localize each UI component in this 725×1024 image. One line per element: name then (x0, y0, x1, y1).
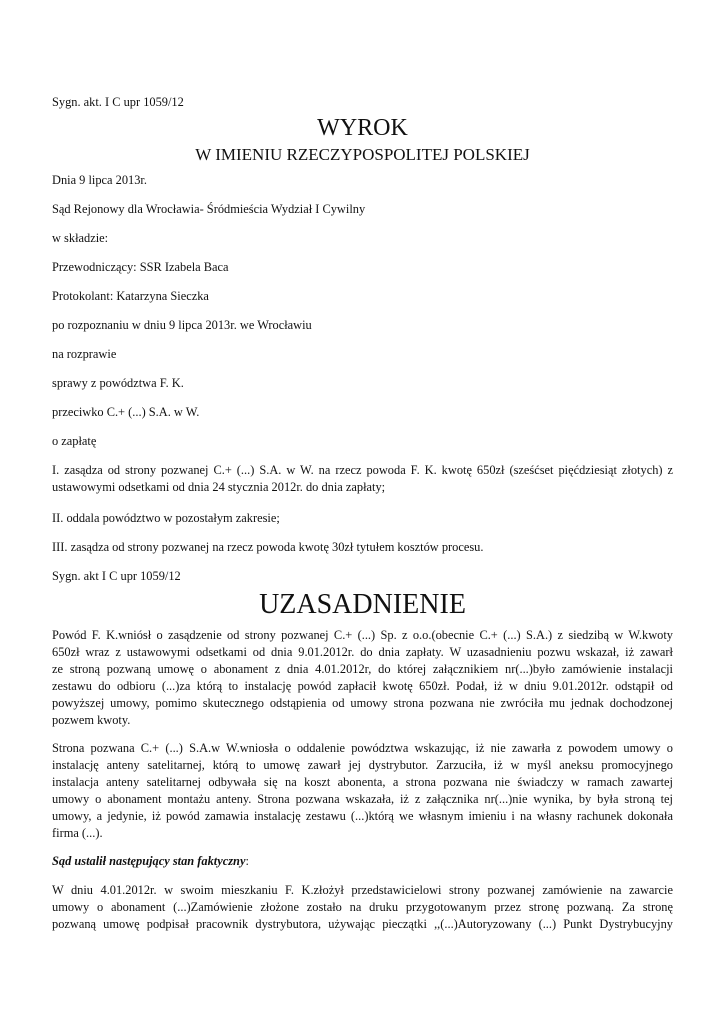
composition-label: w składzie: (52, 231, 109, 245)
court-clerk: Protokolant: Katarzyna Sieczka (52, 289, 209, 303)
justification-paragraph-3 (52, 882, 673, 933)
case-subject: o zapłatę (52, 434, 97, 448)
paragraph-line: ze stroną pozwaną umowę o abonament z dnia 4.01.2012r, do której załącznikiem nr(...)było zamówienie instalacji (52, 662, 673, 676)
paragraph-line: instalacja anteny satelitarnej odbywała się na koszt abonenta, a strona pozwana nie świadczy w ramach zawartej (52, 775, 673, 789)
paragraph-line: umowy o abonament montażu anteny. Strona pozwana wskazała, iż z załącznika nr(...)nie wynika, by była stroną tej (52, 792, 673, 806)
paragraph-line: zestawu do odbioru (...)za którą to instalację powód zapłacił kwotę 650zł. Podał, iż w dniu 9.01.2012r. odstąpił od (52, 679, 673, 693)
hearing-info: po rozpoznaniu w dniu 9 lipca 2013r. we Wrocławiu (52, 318, 312, 332)
paragraph-line: Strona pozwana C.+ (...) S.A.w W.wniosła o oddalenie powództwa wskazując, iż nie zawarła z powodem umowy o (52, 741, 673, 755)
justification-paragraph-2 (52, 740, 673, 842)
paragraph-line: powyższej umowy, pomimo skutecznego odstąpienia od umowy strona pozwana nie zwróciła mu jednak dochodzonej (52, 696, 673, 710)
justification-paragraph-1 (52, 627, 673, 729)
facts-heading (52, 853, 249, 870)
paragraph-line: pozwaną umowę podpisał pracownik dystrybutora, używając pieczątki ,,(...)Autoryzowany (...) Punkt Dystrybucyjny (52, 917, 673, 931)
ruling-1-line: I. zasądza od strony pozwanej C.+ (...) S.A. w W. na rzecz powoda F. K. kwotę 650zł (sześćset pięćdziesiąt złotych) z (52, 463, 673, 477)
case-number-top: Sygn. akt. I C upr 1059/12 (52, 95, 184, 109)
paragraph-line: pozwem kwoty. (52, 713, 131, 727)
case-number-bottom: Sygn. akt I C upr 1059/12 (52, 569, 181, 583)
paragraph-line: umowy, a jedynie, iż powód zamawia instalację zestawu (...)którą we własnym imieniu i na własny rachunek dokonała (52, 809, 673, 823)
paragraph-line: W dniu 4.01.2012r. w swoim mieszkaniu F. K.złożył przedstawicielowi strony pozwanej zamówienie na zawarcie (52, 883, 673, 897)
ruling-1-line: ustawowymi odsetkami od dnia 24 stycznia 2012r. do dnia zapłaty; (52, 480, 386, 494)
court-name: Sąd Rejonowy dla Wrocławia- Śródmieścia Wydział I Cywilny (52, 202, 366, 216)
paragraph-line: Powód F. K.wniósł o zasądzenie od strony pozwanej C.+ (...) Sp. z o.o.(obecnie C.+ (...) S.A.) z siedzibą w W.kwoty (52, 628, 673, 642)
paragraph-line: firma (...). (52, 826, 103, 840)
paragraph-line: umowy o abonament (...)Zamówienie złożone zostało na druku przygotowanym przez stronę pozwaną. Za stronę (52, 900, 673, 914)
case-of: sprawy z powództwa F. K. (52, 376, 184, 390)
judgment-subtitle: W IMIENIU RZECZYPOSPOLITEJ POLSKIEJ (195, 145, 530, 164)
ruling-point-3: III. zasądza od strony pozwanej na rzecz powoda kwotę 30zł tytułem kosztów procesu. (52, 540, 484, 554)
facts-heading-colon: : (245, 854, 249, 868)
judgment-title: WYROK (317, 115, 408, 141)
hearing-type: na rozprawie (52, 347, 117, 361)
paragraph-line: 650zł wraz z ustawowymi odsetkami od dnia 9.01.2012r. do dnia zapłaty. W uzasadnieniu pozwu wskazał, iż zawarł (52, 645, 673, 659)
facts-heading-text: Sąd ustalił następujący stan faktyczny (52, 854, 246, 868)
paragraph-line: instalację anteny satelitarnej, którą to umowę zawarł jej dystrybutor. Zarzuciła, iż w myśl aneksu promocyjnego (52, 758, 673, 772)
judgment-date: Dnia 9 lipca 2013r. (52, 173, 147, 187)
ruling-point-1 (52, 462, 673, 496)
justification-title: UZASADNIENIE (259, 589, 466, 620)
presiding-judge: Przewodniczący: SSR Izabela Baca (52, 260, 229, 274)
against-party: przeciwko C.+ (...) S.A. w W. (52, 405, 200, 419)
ruling-point-2: II. oddala powództwo w pozostałym zakresie; (52, 511, 280, 525)
